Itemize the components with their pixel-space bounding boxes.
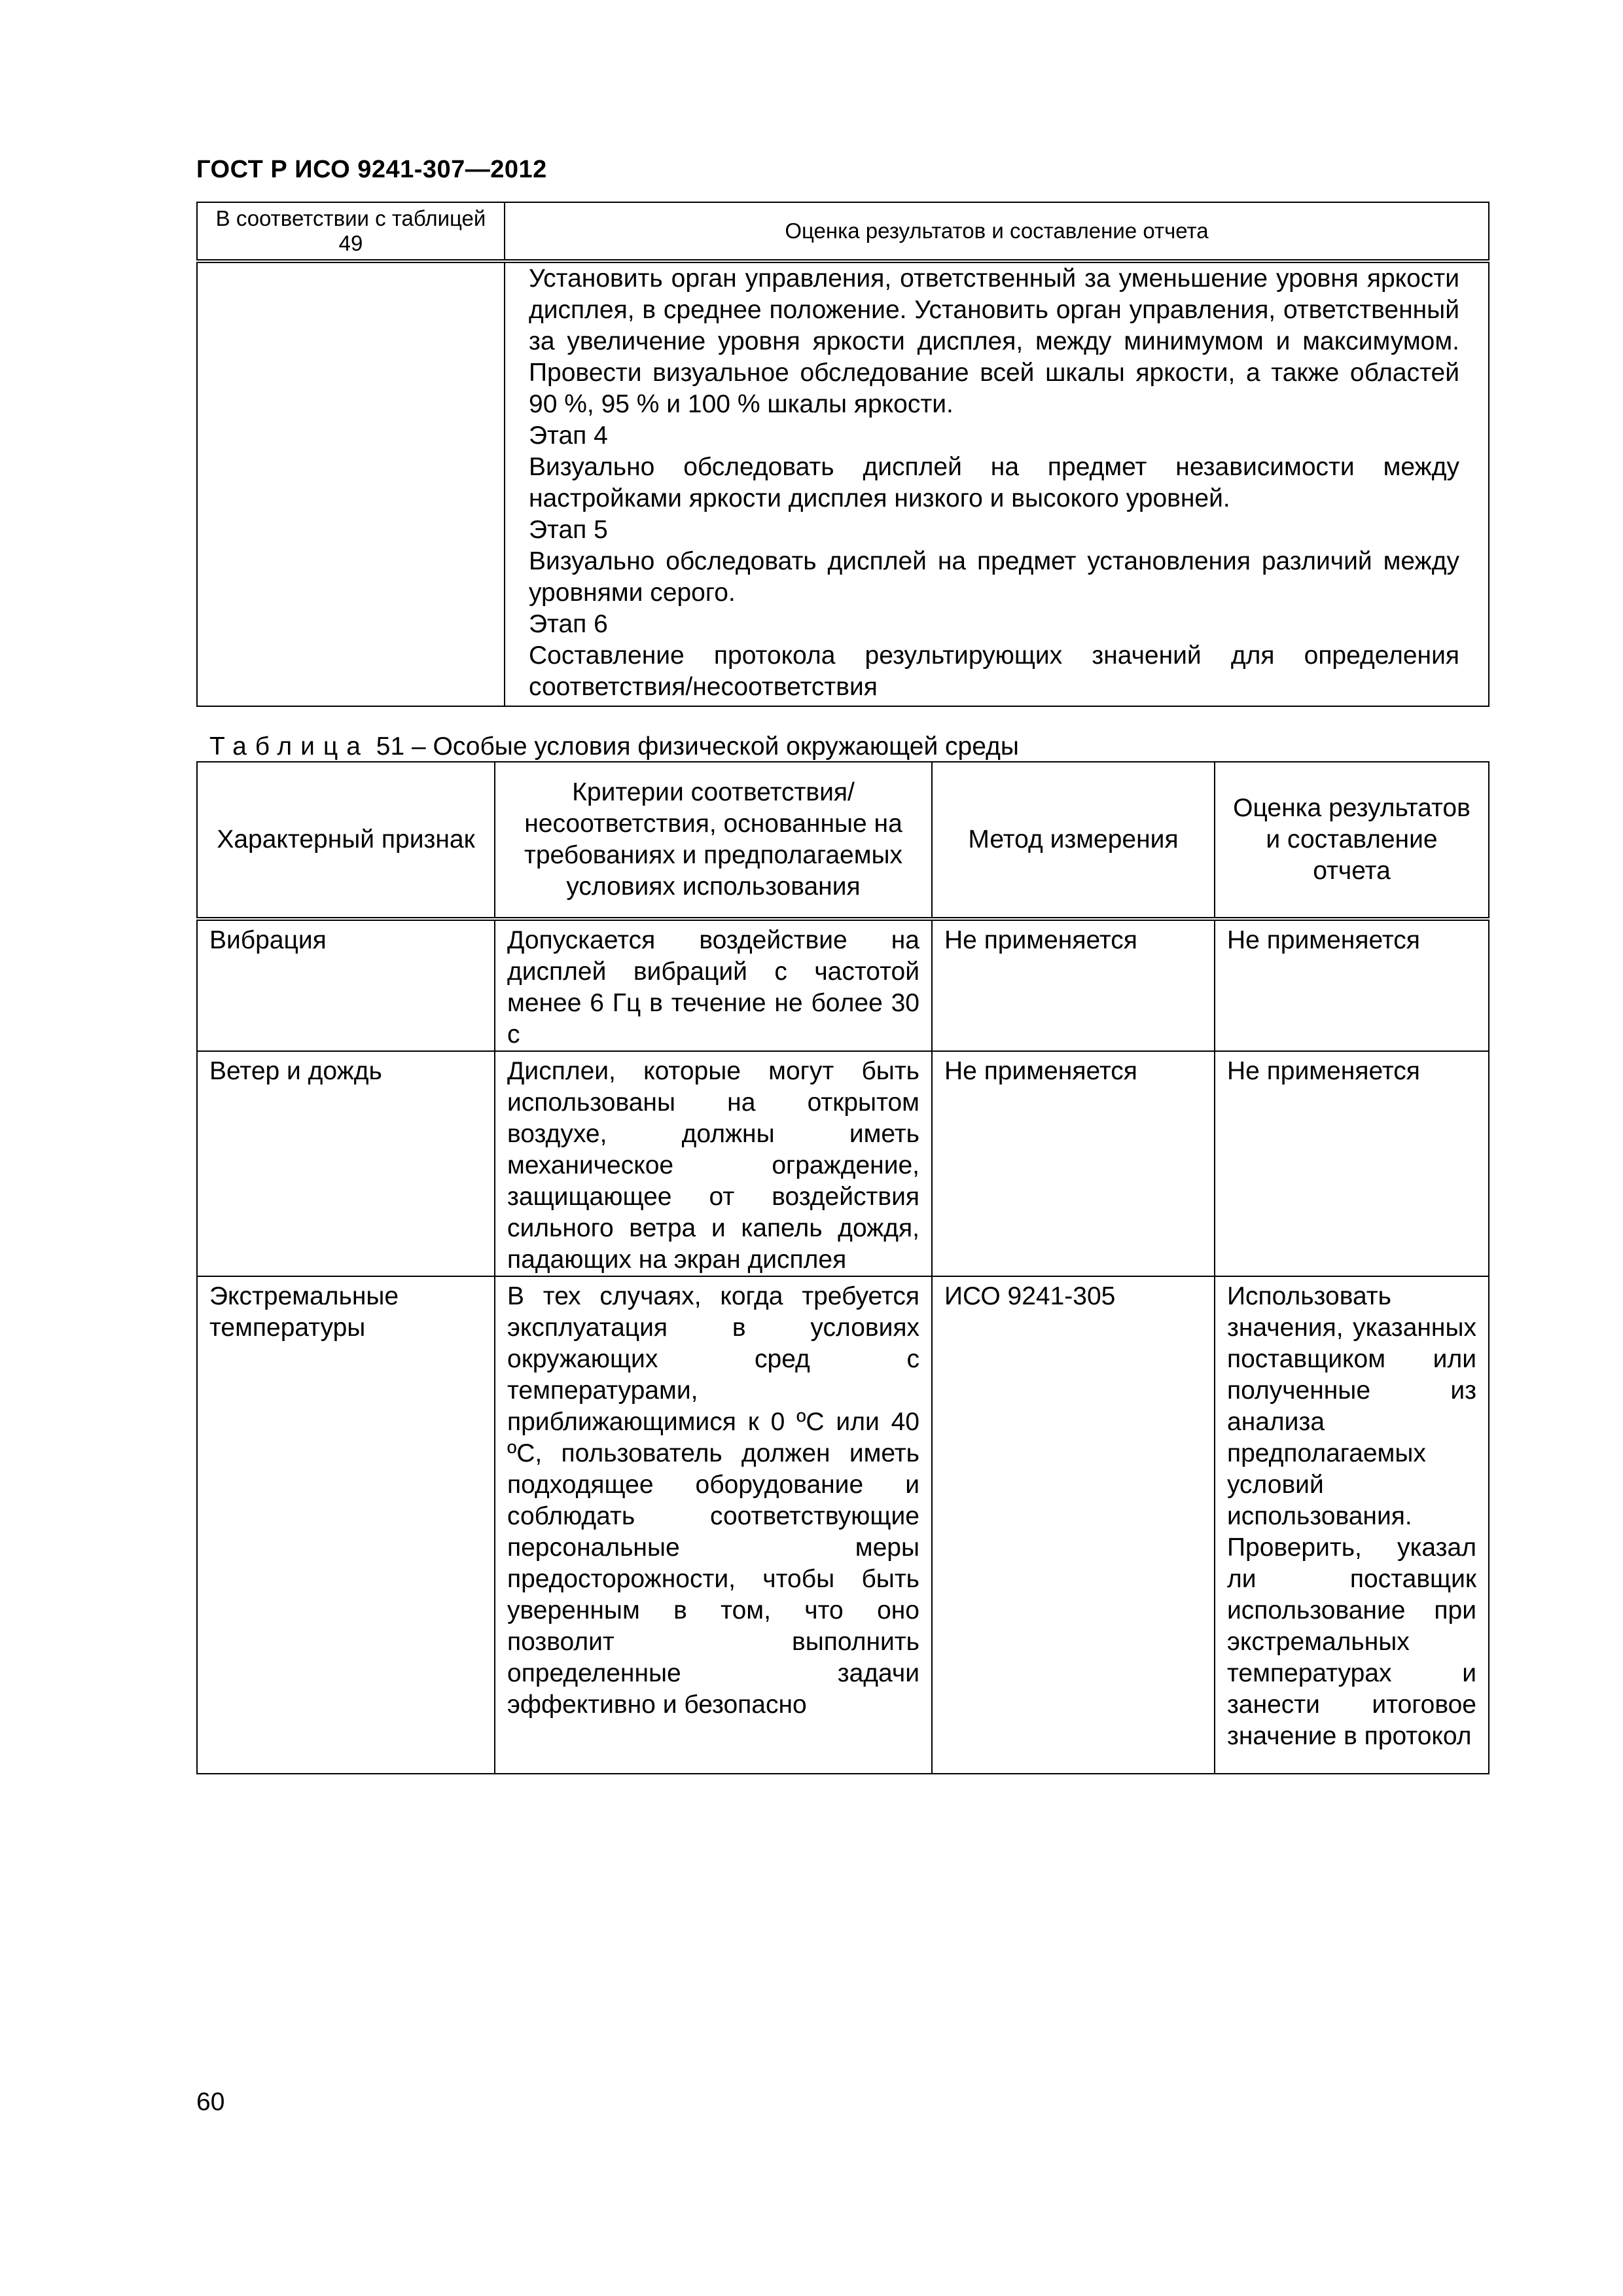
cell-feature: Ветер и дождь <box>197 1051 495 1276</box>
table-header-row <box>197 762 1489 919</box>
column-header-feature: Характерный признак <box>197 762 495 919</box>
column-header-evaluation: Оценка результатов и составление отчета <box>505 202 1489 261</box>
paragraph: Установить орган управления, ответственный за уменьшение уровня яркости дисплея, в среднее положение. Установить орган управления, ответственный за увеличение уровня яркости дисплея, между минимумом и максимумом. Провести визуальное обследование всей шкалы яркости, а также областей 90 %, 95 % и 100 % шкалы яркости. <box>529 264 1459 418</box>
cell-report: Не применяется <box>1215 1051 1489 1276</box>
column-header-reference: В соответствии с таблицей 49 <box>197 202 505 261</box>
table-row-extreme-temperatures <box>197 1276 1489 1774</box>
table-cell-evaluation-text <box>505 261 1489 706</box>
column-header-report: Оценка результатов и составление отчета <box>1215 762 1489 919</box>
document-header: ГОСТ Р ИСО 9241-307—2012 <box>196 156 547 183</box>
paragraph: Визуально обследовать дисплей на предмет независимости между настройками яркости дисплея низкого и высокого уровней. <box>529 453 1459 512</box>
cell-criteria: В тех случаях, когда требуется эксплуатация в условиях окружающих сред с температурами, приближающимися к 0 ºС или 40 ºС, пользователь должен иметь подходящее оборудование и соблюдать соответствующие персональные меры предосторожности, чтобы быть уверенным в том, что оно позволит выполнить определенные задачи эффективно и безопасно <box>495 1276 932 1774</box>
table-row-vibration <box>197 919 1489 1051</box>
page-number: 60 <box>196 2088 225 2116</box>
caption-text: 51 – Особые условия физической окружающей среды <box>376 732 1019 761</box>
cell-feature: Экстремальные температуры <box>197 1276 495 1774</box>
paragraph: Визуально обследовать дисплей на предмет установления различий между уровнями серого. <box>529 547 1459 607</box>
stage-label: Этап 4 <box>529 422 608 450</box>
paragraph: Проверить, указал ли поставщик использование при экстремальных температурах и занести итоговое значение в протокол <box>1227 1534 1476 1750</box>
column-header-method: Метод измерения <box>932 762 1215 919</box>
cell-criteria: Дисплеи, которые могут быть использованы на открытом воздухе, должны иметь механическое ограждение, защищающее от воздействия сильного ветра и капель дождя, падающих на экран дисплея <box>495 1051 932 1276</box>
table-header-row <box>197 202 1489 261</box>
table-51 <box>196 761 1489 1774</box>
cell-method: Не применяется <box>932 1051 1215 1276</box>
cell-report: Не применяется <box>1215 919 1489 1051</box>
table-cell-empty <box>197 261 505 706</box>
cell-method: Не применяется <box>932 919 1215 1051</box>
stage-label: Этап 5 <box>529 516 608 544</box>
stage-label: Этап 6 <box>529 610 608 638</box>
table-50-continuation <box>196 202 1489 707</box>
cell-criteria: Допускается воздействие на дисплей вибраций с частотой менее 6 Гц в течение не более 30 с <box>495 919 932 1051</box>
column-header-criteria: Критерии соответствия/несоответствия, основанные на требованиях и предполагаемых условиях использования <box>495 762 932 919</box>
cell-report <box>1215 1276 1489 1774</box>
table-row-wind-rain <box>197 1051 1489 1276</box>
table-row <box>197 261 1489 706</box>
paragraph: Использовать значения, указанных поставщиком или полученные из анализа предполагаемых условий использования. <box>1227 1282 1476 1530</box>
cell-method: ИСО 9241-305 <box>932 1276 1215 1774</box>
table-51-caption <box>209 732 1019 762</box>
cell-feature: Вибрация <box>197 919 495 1051</box>
paragraph: Составление протокола результирующих значений для определения соответствия/несоответствия <box>529 641 1459 701</box>
caption-label: Таблица <box>209 732 369 761</box>
